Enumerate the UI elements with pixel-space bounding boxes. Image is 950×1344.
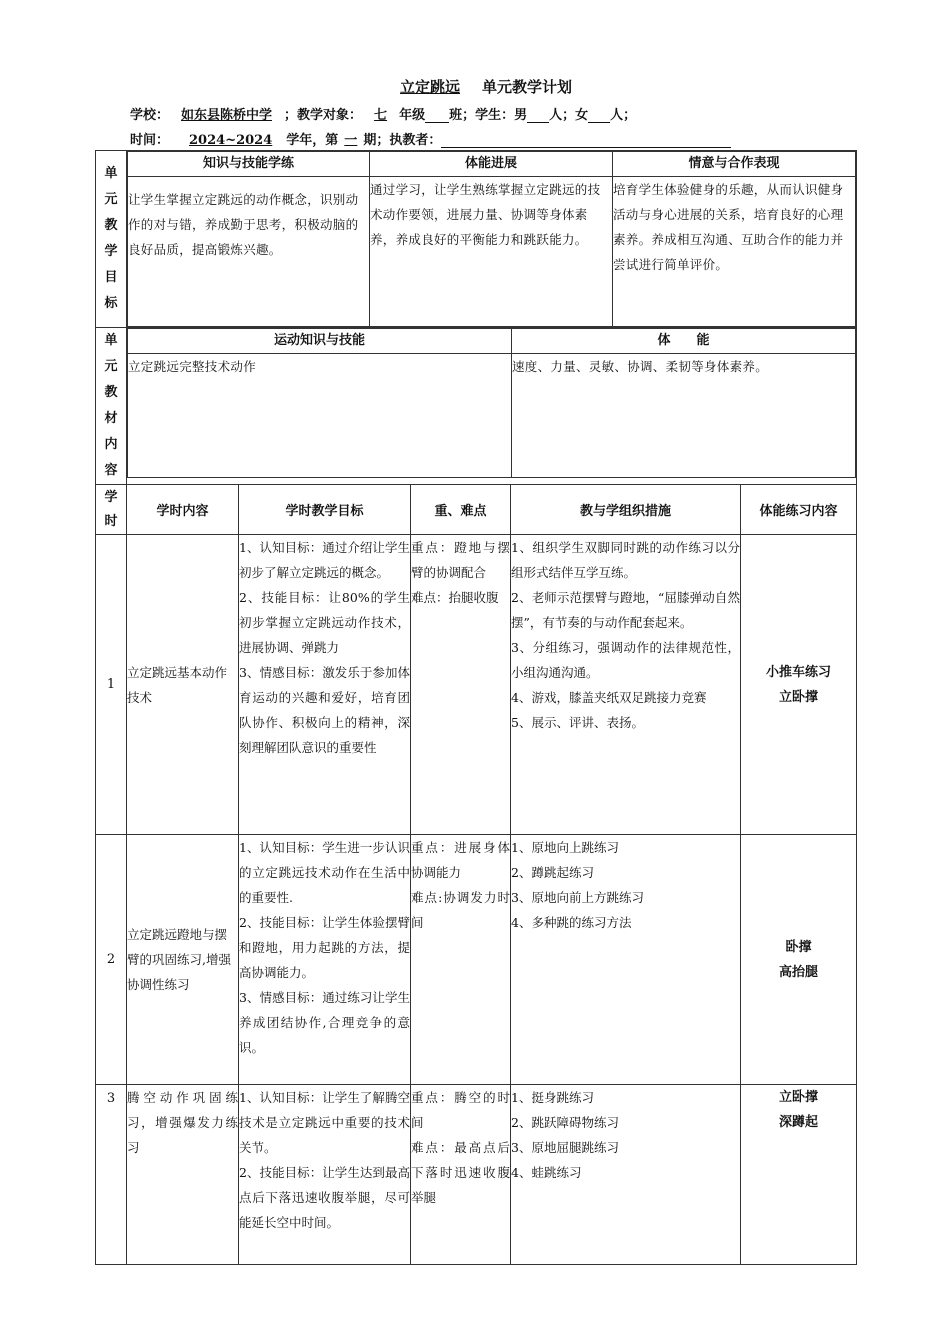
lesson-fitness: 立卧撑 深蹲起 — [741, 1085, 857, 1265]
materials-text-skill: 立定跳远完整技术动作 — [128, 354, 512, 478]
lesson-period: 3 — [96, 1085, 127, 1265]
lesson-goals: 1、认知目标：通过介绍让学生初步了解立定跳远的概念。 2、技能目标：让80%的学生初步掌握立定跳远动作技术，进展协调、弹跳力 3、情感目标：激发乐于参加体育运动的兴趣和爱好，培育团队协作、积极向上的精神，深刻理解团队意识的重要性 — [239, 535, 411, 835]
lesson-key-points: 重点：进展身体协调能力 难点:协调发力时间 — [411, 835, 511, 1085]
lesson-measures: 1、原地向上跳练习 2、蹲跳起练习 3、原地向前上方跳练习 4、多种跳的练习方法 — [511, 835, 741, 1085]
goals-text-fitness: 通过学习，让学生熟练掌握立定跳远的技术动作要领，进展力量、协调等身体素养，养成良好的平衡能力和跳跃能力。 — [370, 177, 613, 327]
table-row — [96, 835, 857, 1085]
col-content-header: 学时内容 — [127, 485, 239, 535]
table-row — [96, 535, 857, 835]
lesson-key-points: 重点：腾空的时间 难点：最高点后下落时迅速收腹举腿 — [411, 1085, 511, 1265]
col-fitness-header: 体能练习内容 — [741, 485, 857, 535]
lesson-fitness: 小推车练习 立卧撑 — [741, 535, 857, 835]
info-line-time: 时间： 2024~2024 学年，第 一 期；执教者： — [130, 129, 731, 148]
goals-text-knowledge: 让学生掌握立定跳远的动作概念，识别动作的对与错，养成勤于思考，积极动脑的良好品质，提高锻炼兴趣。 — [128, 177, 370, 327]
lesson-measures: 1、组织学生双脚同时跳的动作练习以分组形式结伴互学互练。 2、老师示范摆臂与蹬地，“屈膝弹动自然摆”，有节奏的与动作配套起来。 3、分组练习，强调动作的法律规范性，小组沟通沟通。 4、游戏，膝盖夹纸双足跳接力竞赛 5、展示、评讲、表扬。 — [511, 535, 741, 835]
col-period-header: 学时 — [96, 485, 127, 535]
materials-heading-fitness: 体 能 — [512, 329, 856, 354]
materials-section — [127, 328, 857, 485]
grade-value: 七 — [374, 108, 388, 123]
goals-side-label: 单元教学目标 — [96, 151, 127, 328]
materials-side-label: 单元教材内容 — [96, 328, 127, 485]
lesson-period: 1 — [96, 535, 127, 835]
goals-heading-fitness: 体能进展 — [370, 152, 613, 177]
school-name: 如东县陈桥中学 — [181, 108, 273, 123]
lesson-fitness: 卧撑 高抬腿 — [741, 835, 857, 1085]
goals-heading-affect: 情意与合作表现 — [613, 152, 856, 177]
lesson-key-points: 重点：蹬地与摆臂的协调配合 难点：抬腿收腹 — [411, 535, 511, 835]
lesson-goals: 1、认知目标：让学生了解腾空技术是立定跳远中重要的技术关节。 2、技能目标：让学生达到最高点后下落迅速收腹举腿，尽可能延长空中时间。 — [239, 1085, 411, 1265]
title-suffix: 单元教学计划 — [482, 78, 573, 96]
lesson-content: 腾空动作巩固练习，增强爆发力练习 — [127, 1085, 239, 1265]
page-title — [0, 76, 950, 97]
col-key-header: 重、难点 — [411, 485, 511, 535]
plan-table — [95, 150, 857, 1265]
lesson-measures: 1、挺身跳练习 2、跳跃障碍物练习 3、原地屈腿跳练习 4、蛙跳练习 — [511, 1085, 741, 1265]
goals-section — [127, 151, 857, 328]
goals-text-affect: 培育学生体验健身的乐趣，从而认识健身活动与身心进展的关系，培育良好的心理素养。养成相互沟通、互助合作的能力并尝试进行简单评价。 — [613, 177, 856, 327]
materials-heading-skill: 运动知识与技能 — [128, 329, 512, 354]
info-line-school: 学校： 如东县陈桥中学 ；教学对象： 七 年级 班；学生：男 人；女 人； — [130, 108, 637, 123]
term-value: 一 — [344, 133, 358, 148]
lesson-content: 立定跳远蹬地与摆臂的巩固练习,增强协调性练习 — [127, 835, 239, 1085]
col-measures-header: 教与学组织措施 — [511, 485, 741, 535]
lesson-period: 2 — [96, 835, 127, 1085]
school-year: 2024~2024 — [189, 133, 273, 148]
unit-name: 立定跳远 — [399, 78, 460, 96]
table-row — [96, 1085, 857, 1265]
goals-heading-knowledge: 知识与技能学练 — [128, 152, 370, 177]
col-goals-header: 学时教学目标 — [239, 485, 411, 535]
lesson-goals: 1、认知目标：学生进一步认识的立定跳远技术动作在生活中的重要性. 2、技能目标：让学生体验摆臂和蹬地，用力起跳的方法，提高协调能力。 3、情感目标：通过练习让学生养成团结协作,合理竞争的意识。 — [239, 835, 411, 1085]
materials-text-fitness: 速度、力量、灵敏、协调、柔韧等身体素养。 — [512, 354, 856, 478]
lesson-content: 立定跳远基本动作技术 — [127, 535, 239, 835]
